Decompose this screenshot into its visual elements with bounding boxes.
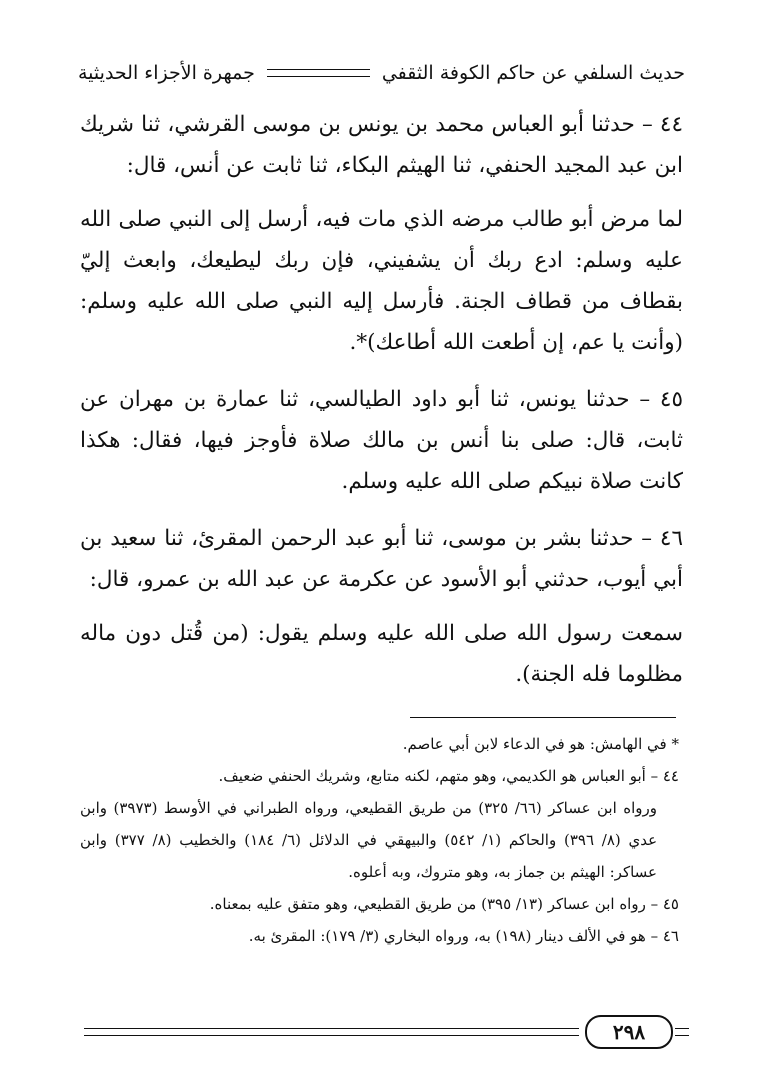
hadith-46-matn: سمعت رسول الله صلى الله عليه وسلم يقول: (من قُتل دون ماله مظلوما فله الجنة). <box>80 621 683 687</box>
header-separator <box>267 69 370 77</box>
page-footer <box>84 1012 689 1052</box>
footnotes <box>80 728 679 952</box>
footer-rule <box>84 1028 579 1036</box>
footnote-rule <box>410 717 676 718</box>
hadith-44-matn: لما مرض أبو طالب مرضه الذي مات فيه، أرسل إلى النبي صلى الله عليه وسلم: ادع ربك أن يشفيني، فإن ربك ليطيعك، وابعث إليّ بقطاف من قطاف الجنة. فأرسل إليه النبي صلى الله عليه وسلم: (وأنت يا عم، إن أطعت الله أطاعك)*. <box>80 207 683 355</box>
hadith-45: ٤٥ – حدثنا يونس، ثنا أبو داود الطيالسي، ثنا عمارة بن مهران عن ثابت، قال: صلى بنا أنس بن مالك صلاة فأوجز فيها، فقال: هكذا كانت صلاة نبيكم صلى الله عليه وسلم. <box>80 387 683 494</box>
footer-rule-short <box>675 1028 689 1036</box>
page-number: ٢٩٨ <box>585 1015 673 1049</box>
footnote-44-a: ٤٤ – أبو العباس هو الكديمي، وهو متهم، لكنه متابع، وشريك الحنفي ضعيف. <box>218 767 679 785</box>
footnote-46: ٤٦ – هو في الألف دينار (١٩٨) به، ورواه البخاري (٣/ ١٧٩): المقرئ به. <box>248 927 679 945</box>
footnote-star: * في الهامش: هو في الدعاء لابن أبي عاصم. <box>402 735 679 753</box>
hadith-46-isnad: ٤٦ – حدثنا بشر بن موسى، ثنا أبو عبد الرحمن المقرئ، ثنا سعيد بن أبي أيوب، حدثني أبو الأسود عن عكرمة عن عبد الله بن عمرو، قال: <box>80 526 683 592</box>
header-book-title: حديث السلفي عن حاكم الكوفة الثقفي <box>381 62 685 84</box>
header-series-title: جمهرة الأجزاء الحديثية <box>78 62 255 84</box>
footnote-44-b: ورواه ابن عساكر (٦٦/ ٣٢٥) من طريق القطيعي، ورواه الطبراني في الأوسط (٣٩٧٣) وابن عدي (٨/ ٣٩٦) والحاكم (١/ ٥٤٢) والبيهقي في الدلائل (٦/ ١٨٤) والخطيب (٨/ ٣٧٧) وابن عساكر: الهيثم بن جماز به، وهو متروك، وبه أعلوه. <box>80 799 658 881</box>
main-text <box>80 104 683 708</box>
running-header <box>78 56 685 90</box>
hadith-44-isnad: ٤٤ – حدثنا أبو العباس محمد بن يونس بن موسى القرشي، ثنا شريك ابن عبد المجيد الحنفي، ثنا الهيثم البكاء، ثنا ثابت عن أنس، قال: <box>80 112 683 178</box>
footnote-45: ٤٥ – رواه ابن عساكر (١٣/ ٣٩٥) من طريق القطيعي، وهو متفق عليه بمعناه. <box>209 895 679 913</box>
